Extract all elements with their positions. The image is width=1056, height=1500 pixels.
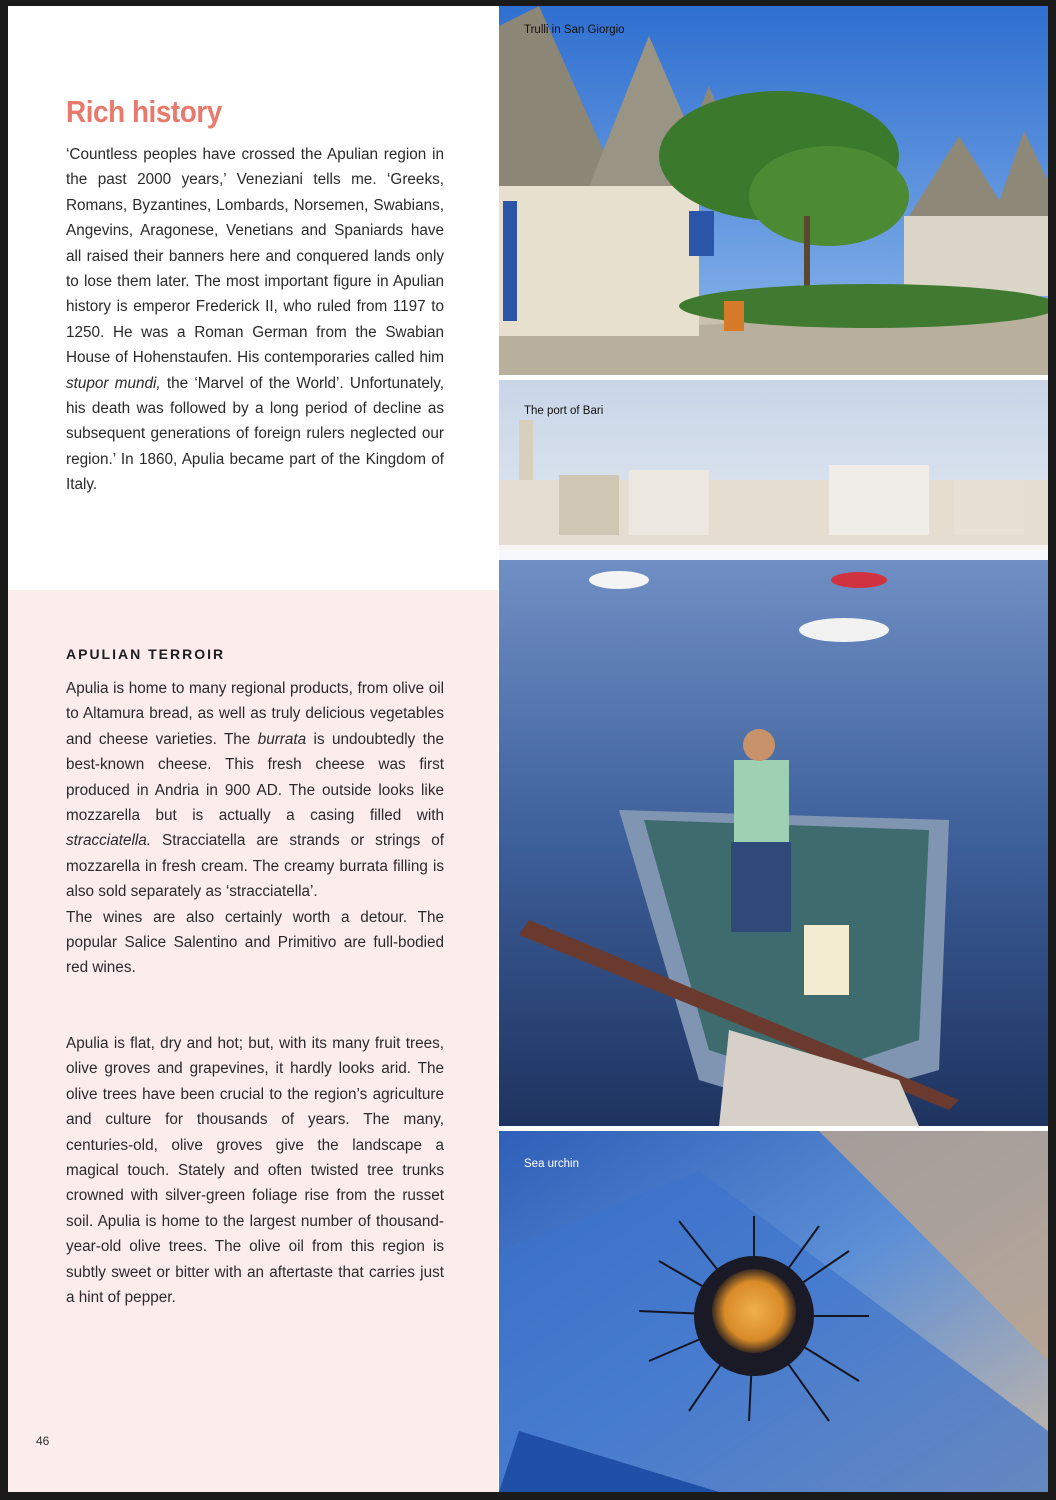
italic-term: stupor mundi, (66, 374, 161, 392)
photo-caption-urchin: Sea urchin (524, 1158, 579, 1170)
urchin-image (499, 1131, 1048, 1492)
italic-term: burrata (257, 730, 307, 748)
history-paragraph (66, 142, 444, 498)
trulli-photo (499, 6, 1048, 375)
urchin-photo (499, 1131, 1048, 1492)
section-title: Rich history (66, 94, 222, 129)
trulli-image (499, 6, 1048, 375)
text-run: The wines are also certainly worth a detour. The popular Salice Salentino and Primitivo are full-bodied red wines. (66, 908, 444, 977)
bari-image (499, 380, 1048, 1126)
page-number: 46 (36, 1434, 50, 1448)
terroir-heading: APULIAN TERROIR (66, 646, 226, 662)
text-run: ‘Countless peoples have crossed the Apulian region in the past 2000 years,’ Veneziani tells me. ‘Greeks, Romans, Byzantines, Lombards, Norsemen, Swabians, Angevins, Aragonese, Venetians and Spaniards have all raised their banners here and conquered lands only to lose them later. The most important figure in Apulian history is emperor Frederick II, who ruled from 1197 to 1250. He was a Roman German from the Swabian House of Hohenstaufen. His contemporaries called him (66, 146, 444, 367)
text-run: the ‘Marvel of the World’. Unfortunately, his death was followed by a long period of decline as subsequent generations of foreign rulers neglected our region.’ In 1860, Apulia became part of the Kingdom of Italy. (66, 374, 444, 494)
bari-photo (499, 380, 1048, 1126)
text-run: is undoubtedly the best-known cheese. This fresh cheese was first produced in Andria in 900 AD. The outside looks like mozzarella but is actually a casing filled with (66, 730, 444, 825)
olive-paragraph: Apulia is flat, dry and hot; but, with its many fruit trees, olive groves and grapevines, it hardly looks arid. The olive trees have been crucial to the region’s agriculture and culture for thousands of years. The many, centuries-old, olive groves give the landscape a magical touch. Stately and often twisted tree trunks crowned with silver-green foliage rise from the russet soil. Apulia is home to the largest number of thousand-year-old olive trees. The olive oil from this region is subtly sweet or bitter with an aftertaste that carries just a hint of pepper. (66, 1035, 444, 1307)
photo-caption-trulli: Trulli in San Giorgio (524, 24, 625, 36)
text-run: Stracciatella are strands or strings of mozzarella in fresh cream. The creamy burrata filling is also sold separately as ‘stracciatella’. (66, 832, 444, 901)
text-run: Apulia is home to many regional products, from olive oil to Altamura bread, as well as truly delicious vegetables and cheese varieties. The (66, 680, 444, 748)
terroir-paragraph (66, 676, 444, 981)
magazine-page (8, 6, 1048, 1492)
photo-caption-bari: The port of Bari (524, 405, 604, 417)
italic-term: stracciatella. (66, 832, 152, 850)
